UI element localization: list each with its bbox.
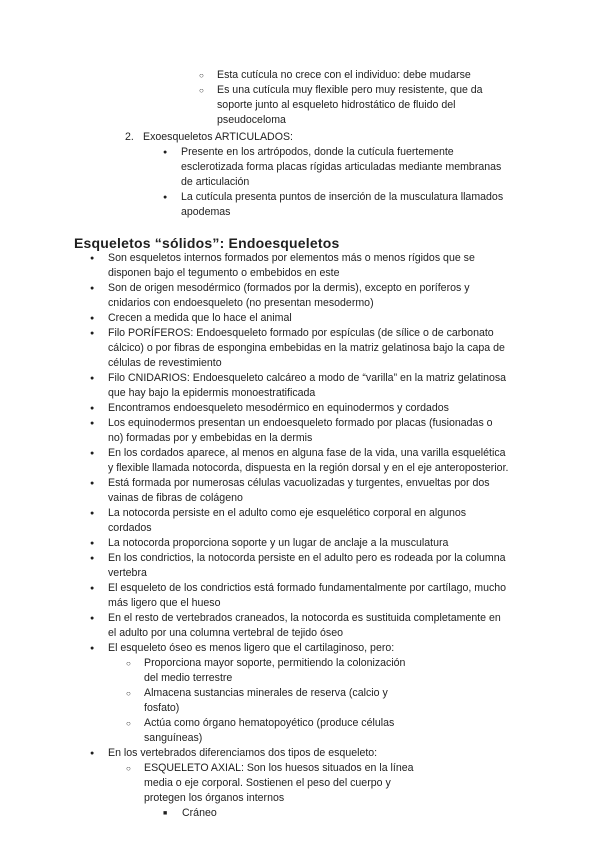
list-item: ● Son esqueletos internos formados por elementos más o menos rígidos que se disponen bajo el tegumento o embebidos en este (0, 251, 600, 281)
list-item: ● En los cordados aparece, al menos en alguna fase de la vida, una varilla esquelética y flexible llamada notocorda, dispuesta en la región dorsal y en el eje anteroposterior. (0, 446, 600, 476)
numbered-item-articulados (0, 130, 600, 220)
list-item: ● Crecen a medida que lo hace el animal (0, 311, 600, 326)
list-item-text: ESQUELETO AXIAL: Son los huesos situados en la línea media o eje corporal. Sostienen el peso del cuerpo y protegen los órganos internos (144, 762, 414, 804)
list-item: ● La notocorda persiste en el adulto como eje esquelético corporal en algunos cordados (0, 506, 600, 536)
list-item: ● El esqueleto de los condrictios está formado fundamentalmente por cartílago, mucho más ligero que el hueso (0, 581, 600, 611)
item-number: 2. (125, 131, 134, 143)
list-item: ● Está formada por numerosas células vacuolizadas y turgentes, envueltas por dos vainas de fibras de colágeno (0, 476, 600, 506)
numbered-item-title-line (0, 130, 600, 145)
endoesqueletos-list (0, 251, 600, 821)
list-item: ○ Proporciona mayor soporte, permitiendo la colonización del medio terrestre (0, 656, 510, 686)
list-item: ○ Es una cutícula muy flexible pero muy resistente, que da soporte junto al esqueleto hidrostático de fluido del pseudoceloma (0, 83, 600, 128)
section-heading: Esqueletos “sólidos”: Endoesqueletos (74, 235, 340, 251)
item-title: Exoesqueletos ARTICULADOS: (143, 131, 293, 143)
list-item: ● Encontramos endoesqueleto mesodérmico en equinodermos y cordados (0, 401, 600, 416)
articulados-sublist (0, 145, 600, 220)
list-item: ● La cutícula presenta puntos de inserción de la musculatura llamados apodemas (0, 190, 600, 220)
list-item: ● En el resto de vertebrados craneados, la notocorda es sustituida completamente en el adulto por una columna vertebral de tejido óseo (0, 611, 600, 641)
bone-sublist (108, 656, 510, 746)
types-sublist (108, 761, 510, 821)
list-item: ○ Almacena sustancias minerales de reserva (calcio y fosfato) (0, 686, 510, 716)
list-item-bone (0, 641, 600, 746)
list-item: ● Son de origen mesodérmico (formados por la dermis), excepto en poríferos y cnidarios con endoesqueleto (no presentan mesodermo) (0, 281, 600, 311)
list-item: ● Presente en los artrópodos, donde la cutícula fuertemente esclerotizada forma placas rígidas articuladas mediante membranas de articulación (0, 145, 600, 190)
list-item-axial (0, 761, 510, 821)
list-item: ■ Cráneo (0, 806, 415, 821)
list-item: ● En los condrictios, la notocorda persiste en el adulto pero es rodeada por la columna vertebra (0, 551, 600, 581)
list-item: ○ Esta cutícula no crece con el individuo: debe mudarse (0, 68, 600, 83)
list-item: ● La notocorda proporciona soporte y un lugar de anclaje a la musculatura (0, 536, 600, 551)
list-item-text: El esqueleto óseo es menos ligero que el cartilaginoso, pero: (108, 642, 395, 654)
list-item: ● Filo CNIDARIOS: Endoesqueleto calcáreo a modo de “varilla” en la matriz gelatinosa que hay bajo la epidermis monoestratificada (0, 371, 600, 401)
list-item: ● Filo PORÍFEROS: Endoesqueleto formado por espículas (de sílice o de carbonato cálcico) o por fibras de espongina embebidas en la matriz gelatinosa bajo la capa de células de revestimiento (0, 326, 600, 371)
axial-sublist (144, 806, 415, 821)
list-item-text: En los vertebrados diferenciamos dos tipos de esqueleto: (108, 747, 378, 759)
list-item: ● Los equinodermos presentan un endoesqueleto formado por placas (fusionadas o no) formadas por y embebidas en la dermis (0, 416, 600, 446)
list-item: ○ Actúa como órgano hematopoyético (produce células sanguíneas) (0, 716, 510, 746)
list-item-types (0, 746, 600, 821)
top-sublist (0, 68, 600, 128)
